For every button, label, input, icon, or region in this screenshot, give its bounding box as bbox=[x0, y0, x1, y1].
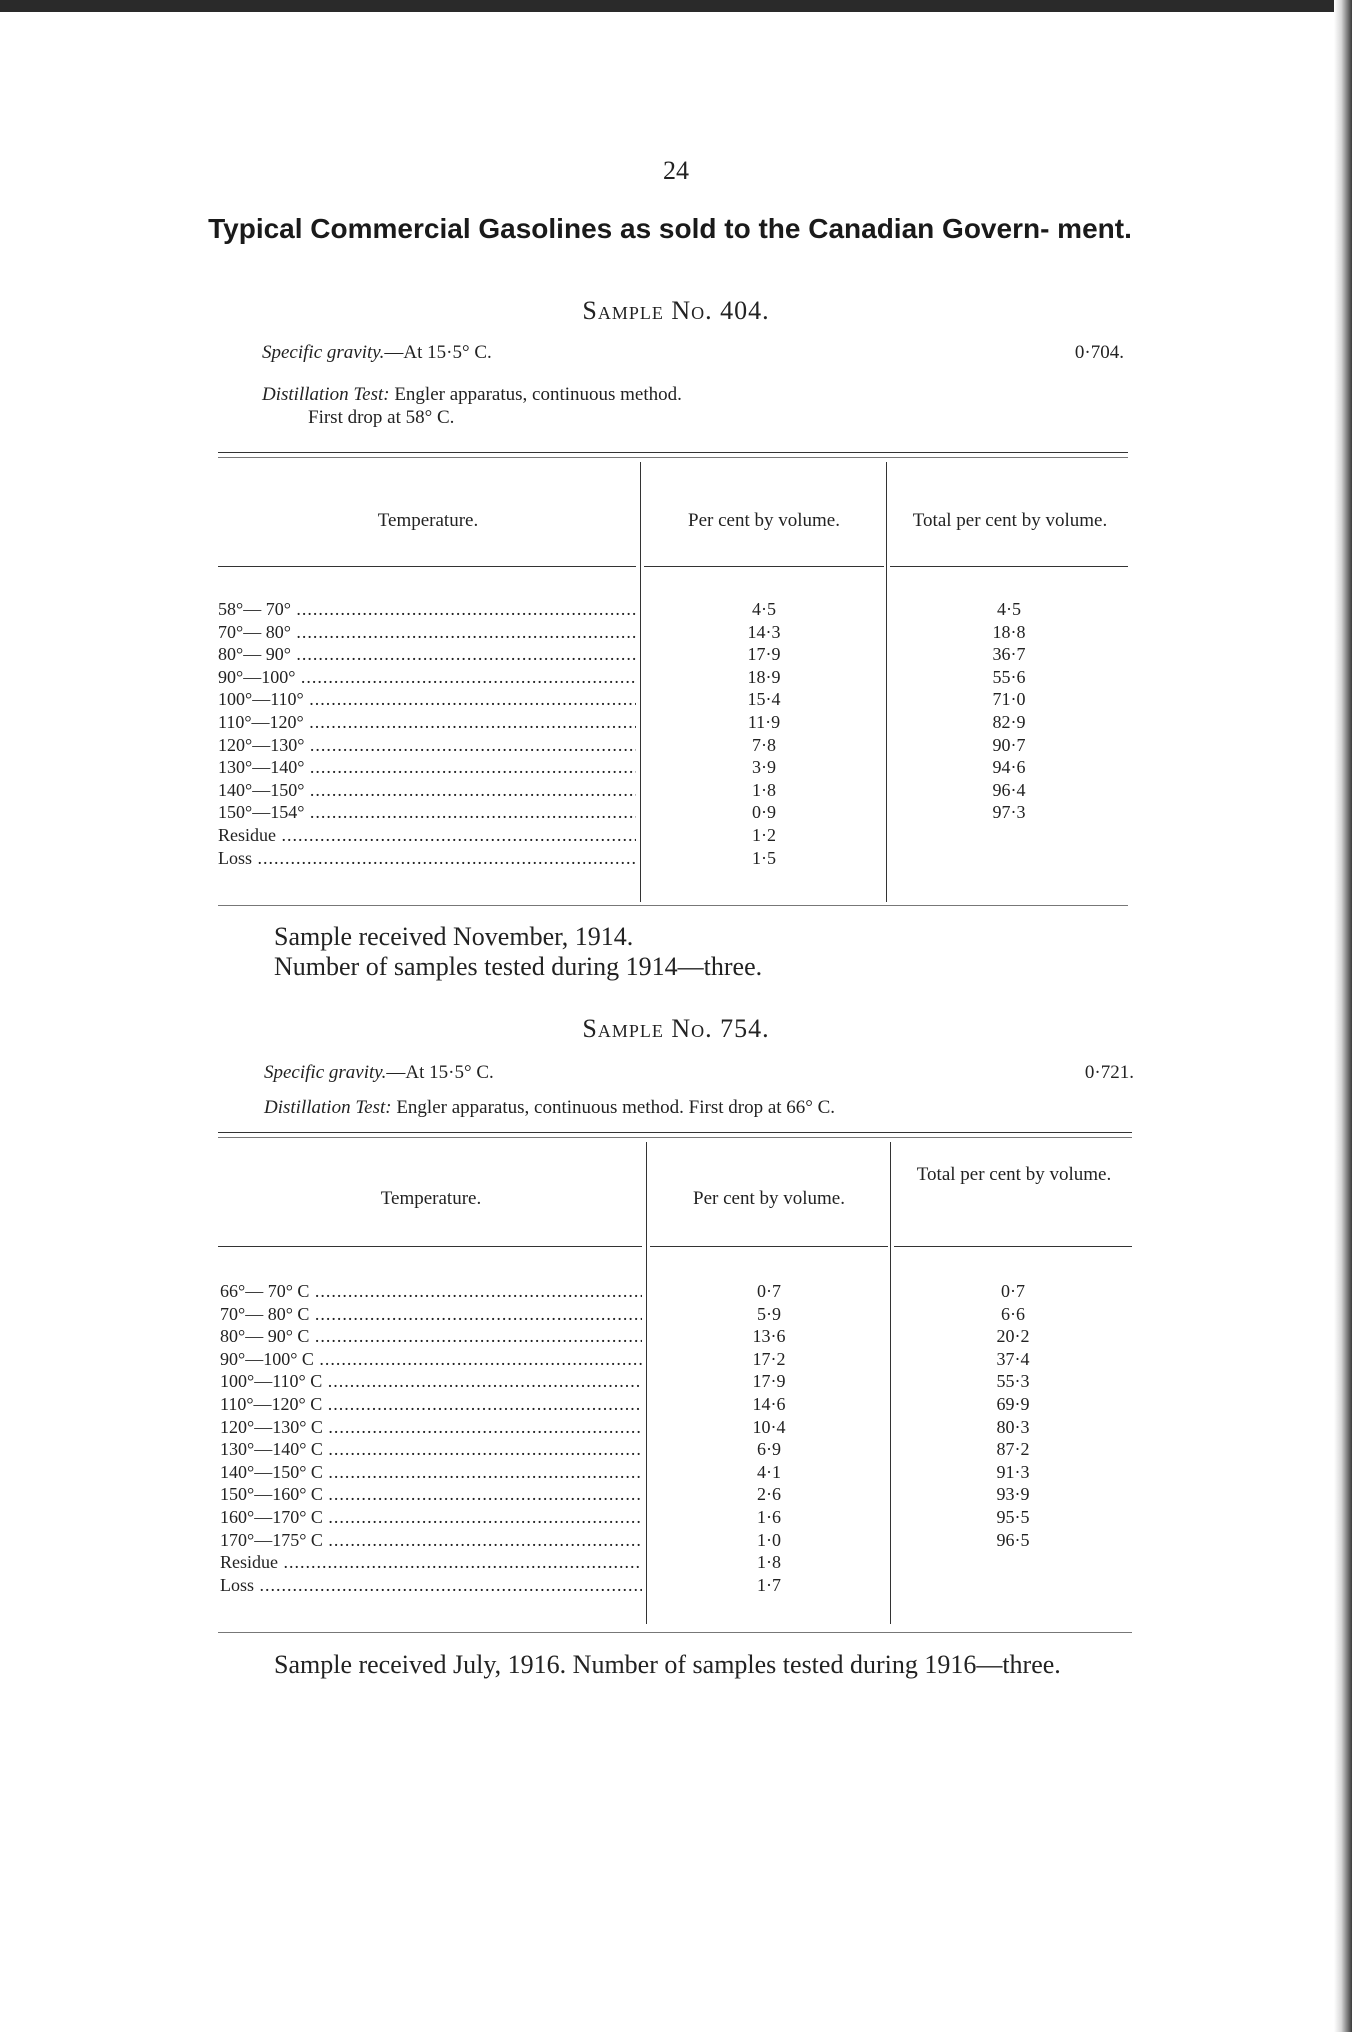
sample-754-specific-gravity-value: 0·721. bbox=[1084, 1062, 1134, 1083]
table-row-total: 87·2 bbox=[996, 1439, 1030, 1460]
specific-gravity-label: Specific gravity. bbox=[262, 342, 385, 363]
table-row-per-cent: 15·4 bbox=[747, 689, 781, 710]
sample-754-distillation-test bbox=[264, 1097, 835, 1119]
table-row-per-cent: 6·9 bbox=[757, 1439, 781, 1460]
column-header-per-cent: Per cent by volume. bbox=[688, 510, 840, 531]
table-row-total: 55·3 bbox=[996, 1371, 1030, 1392]
table-row-total: 36·7 bbox=[992, 644, 1026, 665]
table-row-per-cent: 17·9 bbox=[747, 644, 781, 665]
table-row-total: 82·9 bbox=[992, 711, 1026, 732]
sample-404-distillation-test bbox=[262, 384, 682, 406]
table-row-per-cent: 1·8 bbox=[752, 779, 776, 800]
table-row-total: 91·3 bbox=[996, 1461, 1030, 1482]
table-row-per-cent: 4·1 bbox=[757, 1461, 781, 1482]
distillation-label: Distillation Test: bbox=[264, 1097, 392, 1118]
table-row-temperature: 150°—154° ..... bbox=[218, 801, 636, 824]
table-row-temperature: 80°— 90° ..... bbox=[218, 643, 636, 666]
total-column bbox=[890, 598, 1128, 869]
table-row-per-cent: 13·6 bbox=[752, 1326, 786, 1347]
table-bottom-rule bbox=[218, 905, 1128, 906]
per-cent-column bbox=[644, 598, 884, 869]
table-row-per-cent: 3·9 bbox=[752, 757, 776, 778]
distillation-text: Engler apparatus, continuous method. First drop at 66° C. bbox=[396, 1097, 836, 1118]
table-row-temperature: 70°— 80° ..... bbox=[218, 621, 636, 644]
table-row-per-cent: 14·3 bbox=[747, 621, 781, 642]
column-header-per-cent: Per cent by volume. bbox=[693, 1188, 845, 1209]
sample-404-note-count: Number of samples tested during 1914—three. bbox=[274, 952, 763, 981]
table-top-rule-thin bbox=[218, 1137, 1132, 1138]
header-rule bbox=[650, 1246, 888, 1247]
specific-gravity-label: Specific gravity. bbox=[264, 1062, 387, 1083]
table-row-per-cent: 1·0 bbox=[757, 1529, 781, 1550]
table-row-total: 37·4 bbox=[996, 1348, 1030, 1369]
table-row-total: 80·3 bbox=[996, 1416, 1030, 1437]
table-row-temperature: 90°—100° ..... bbox=[218, 666, 636, 689]
table-row-temperature: 160°—170° C ..... bbox=[220, 1506, 642, 1529]
table-row-temperature: 130°—140° C ..... bbox=[220, 1438, 642, 1461]
sample-404-first-drop: First drop at 58° C. bbox=[308, 407, 455, 428]
sample-754-specific-gravity bbox=[264, 1062, 494, 1084]
table-row-per-cent: 4·5 bbox=[752, 599, 776, 619]
table-row-total bbox=[890, 824, 1128, 847]
column-divider bbox=[640, 462, 641, 902]
table-bottom-rule bbox=[218, 1632, 1132, 1633]
distillation-text: Engler apparatus, continuous method. bbox=[394, 384, 682, 405]
table-row-total: 95·5 bbox=[996, 1506, 1030, 1527]
temperature-column bbox=[220, 1280, 642, 1596]
table-row-temperature: 130°—140° ..... bbox=[218, 756, 636, 779]
table-row-total: 6·6 bbox=[1001, 1303, 1025, 1324]
sample-404-specific-gravity-value: 0·704. bbox=[1074, 342, 1124, 363]
sample-754-note: Sample received July, 1916. Number of samples tested during 1916—three. bbox=[274, 1650, 1061, 1679]
table-top-rule-thin bbox=[218, 457, 1128, 458]
sample-404-note-received: Sample received November, 1914. bbox=[274, 922, 634, 951]
table-row-per-cent: 0·9 bbox=[752, 802, 776, 823]
specific-gravity-text: —At 15·5° C. bbox=[384, 342, 492, 363]
table-row-temperature: 80°— 90° C ..... bbox=[220, 1325, 642, 1348]
table-row-per-cent: 1·7 bbox=[757, 1574, 781, 1595]
table-top-rule bbox=[218, 1132, 1132, 1133]
header-rule bbox=[218, 566, 636, 567]
table-row-total: 93·9 bbox=[996, 1484, 1030, 1505]
table-row-per-cent: 10·4 bbox=[752, 1416, 786, 1437]
table-row-per-cent: 2·6 bbox=[757, 1484, 781, 1505]
table-row-temperature: 120°—130° ..... bbox=[218, 734, 636, 757]
table-row-total: 90·7 bbox=[992, 734, 1026, 755]
header-rule bbox=[644, 566, 884, 567]
table-row-temperature: Residue ..... bbox=[218, 824, 636, 847]
table-row-temperature: 100°—110° C ..... bbox=[220, 1370, 642, 1393]
column-header-total: Total per cent by volume. bbox=[912, 510, 1108, 531]
table-row-per-cent: 1·5 bbox=[752, 847, 776, 868]
table-row-total: 94·6 bbox=[992, 757, 1026, 778]
table-row-per-cent: 1·6 bbox=[757, 1506, 781, 1527]
table-row-per-cent: 18·9 bbox=[747, 666, 781, 687]
table-row-total: 97·3 bbox=[992, 802, 1026, 823]
table-row-temperature: 70°— 80° C ..... bbox=[220, 1303, 642, 1326]
table-row-temperature: 66°— 70° C ..... bbox=[220, 1280, 642, 1303]
table-row-temperature: Loss ..... bbox=[220, 1574, 642, 1597]
table-row-temperature: 90°—100° C ..... bbox=[220, 1348, 642, 1371]
distillation-label: Distillation Test: bbox=[262, 384, 390, 405]
table-top-rule bbox=[218, 452, 1128, 453]
table-row-per-cent: 0·7 bbox=[757, 1281, 781, 1301]
column-divider bbox=[890, 1142, 891, 1624]
temperature-column bbox=[218, 598, 636, 869]
column-header-total: Total per cent by volume. bbox=[916, 1164, 1112, 1185]
sample-754-heading: Sample No. 754. bbox=[582, 1014, 770, 1043]
table-row-total: 71·0 bbox=[992, 689, 1026, 710]
page-title: Typical Commercial Gasolines as sold to the Canadian Govern- ment. bbox=[208, 213, 1132, 244]
table-row-total bbox=[894, 1551, 1132, 1574]
table-row-total: 55·6 bbox=[992, 666, 1026, 687]
table-row-total: 69·9 bbox=[996, 1393, 1030, 1414]
total-column bbox=[894, 1280, 1132, 1596]
table-row-temperature: 120°—130° C ..... bbox=[220, 1416, 642, 1439]
table-row-total: 96·5 bbox=[996, 1529, 1030, 1550]
table-row-temperature: Loss ..... bbox=[218, 847, 636, 870]
header-rule bbox=[890, 566, 1128, 567]
table-row-total: 4·5 bbox=[997, 599, 1021, 619]
table-row-temperature: Residue ..... bbox=[220, 1551, 642, 1574]
table-row-total: 96·4 bbox=[992, 779, 1026, 800]
table-row-temperature: 140°—150° ..... bbox=[218, 779, 636, 802]
table-row-per-cent: 1·8 bbox=[757, 1552, 781, 1573]
table-row-temperature: 170°—175° C ..... bbox=[220, 1529, 642, 1552]
table-row-temperature: 150°—160° C ..... bbox=[220, 1483, 642, 1506]
specific-gravity-text: —At 15·5° C. bbox=[386, 1062, 494, 1083]
sample-404-specific-gravity bbox=[262, 342, 492, 364]
table-row-total: 18·8 bbox=[992, 621, 1026, 642]
table-row-temperature: 110°—120° ..... bbox=[218, 711, 636, 734]
table-row-per-cent: 1·2 bbox=[752, 824, 776, 845]
table-row-temperature: 110°—120° C ..... bbox=[220, 1393, 642, 1416]
table-row-per-cent: 5·9 bbox=[757, 1303, 781, 1324]
table-row-total: 20·2 bbox=[996, 1326, 1030, 1347]
sample-404-heading: Sample No. 404. bbox=[582, 296, 770, 325]
table-row-per-cent: 14·6 bbox=[752, 1393, 786, 1414]
table-row-total bbox=[894, 1574, 1132, 1597]
table-row-temperature: 58°— 70° ..... bbox=[218, 598, 636, 621]
table-row-total bbox=[890, 847, 1128, 870]
column-divider bbox=[646, 1142, 647, 1624]
table-row-per-cent: 7·8 bbox=[752, 734, 776, 755]
page-number: 24 bbox=[663, 156, 689, 185]
header-rule bbox=[218, 1246, 642, 1247]
table-row-total: 0·7 bbox=[1001, 1281, 1025, 1301]
table-row-per-cent: 11·9 bbox=[747, 711, 781, 732]
column-header-temperature: Temperature. bbox=[377, 510, 479, 531]
table-row-per-cent: 17·2 bbox=[752, 1348, 786, 1369]
column-header-temperature: Temperature. bbox=[380, 1188, 482, 1209]
per-cent-column bbox=[650, 1280, 888, 1596]
table-row-per-cent: 17·9 bbox=[752, 1371, 786, 1392]
header-rule bbox=[894, 1246, 1132, 1247]
table-row-temperature: 140°—150° C ..... bbox=[220, 1461, 642, 1484]
table-row-temperature: 100°—110° ..... bbox=[218, 688, 636, 711]
column-divider bbox=[886, 462, 887, 902]
